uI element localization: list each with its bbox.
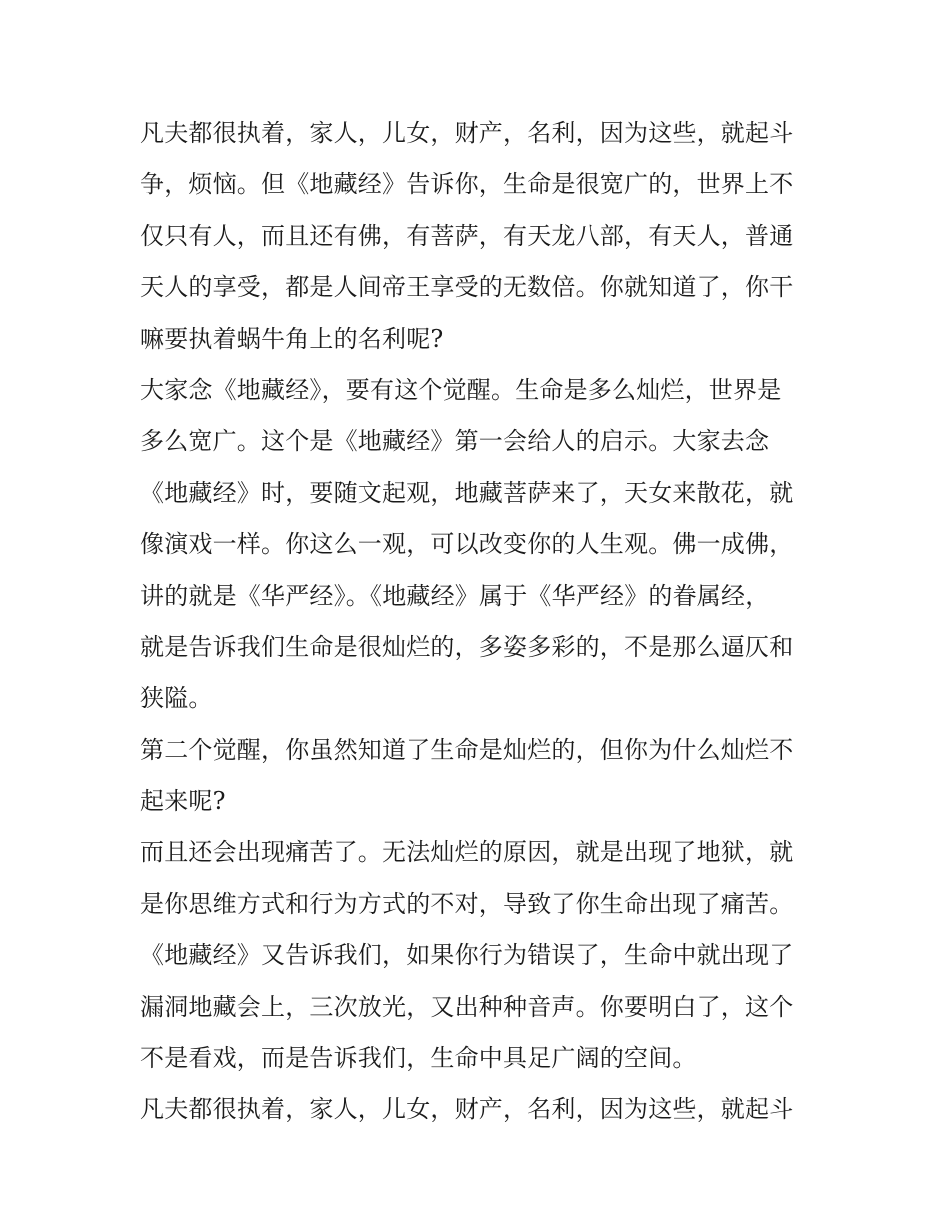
text-line: 争，烦恼。但《地藏经》告诉你，生命是很宽广的，世界上不 xyxy=(140,170,794,199)
text-line: 不是看戏，而是告诉我们，生命中具足广阔的空间。 xyxy=(140,1044,697,1073)
text-line: 像演戏一样。你这么一观，可以改变你的人生观。佛一成佛， xyxy=(140,530,794,559)
text-line: 是你思维方式和行为方式的不对，导致了你生命出现了痛苦。 xyxy=(140,889,794,918)
text-line: 凡夫都很执着，家人，儿女，财产，名利，因为这些，就起斗 xyxy=(140,1095,794,1124)
text-line: 《地藏经》时，要随文起观，地藏菩萨来了，天女来散花，就 xyxy=(140,478,794,507)
text-line: 就是告诉我们生命是很灿烂的，多姿多彩的，不是那么逼仄和 xyxy=(140,632,794,661)
text-line: 漏洞地藏会上，三次放光，又出种种音声。你要明白了，这个 xyxy=(140,992,794,1021)
text-line: 《地藏经》又告诉我们，如果你行为错误了，生命中就出现了 xyxy=(140,941,794,970)
text-line: 嘛要执着蜗牛角上的名利呢? xyxy=(140,324,444,353)
text-line: 起来呢? xyxy=(140,787,226,816)
text-line: 多么宽广。这个是《地藏经》第一会给人的启示。大家去念 xyxy=(140,427,770,456)
text-line: 大家念《地藏经》，要有这个觉醒。生命是多么灿烂，世界是 xyxy=(140,375,782,404)
text-line: 仅只有人，而且还有佛，有菩萨，有天龙八部，有天人，普通 xyxy=(140,221,794,250)
body-text xyxy=(140,108,820,1136)
text-line: 天人的享受，都是人间帝王享受的无数倍。你就知道了，你干 xyxy=(140,273,794,302)
text-line: 凡夫都很执着，家人，儿女，财产，名利，因为这些，就起斗 xyxy=(140,119,794,147)
text-line: 狭隘。 xyxy=(140,684,213,713)
text-line: 第二个觉醒，你虽然知道了生命是灿烂的，但你为什么灿烂不 xyxy=(140,735,794,764)
text-line: 而且还会出现痛苦了。无法灿烂的原因，就是出现了地狱，就 xyxy=(140,838,794,867)
text-line: 讲的就是《华严经》。《地藏经》属于《华严经》的眷属经， xyxy=(140,581,770,610)
